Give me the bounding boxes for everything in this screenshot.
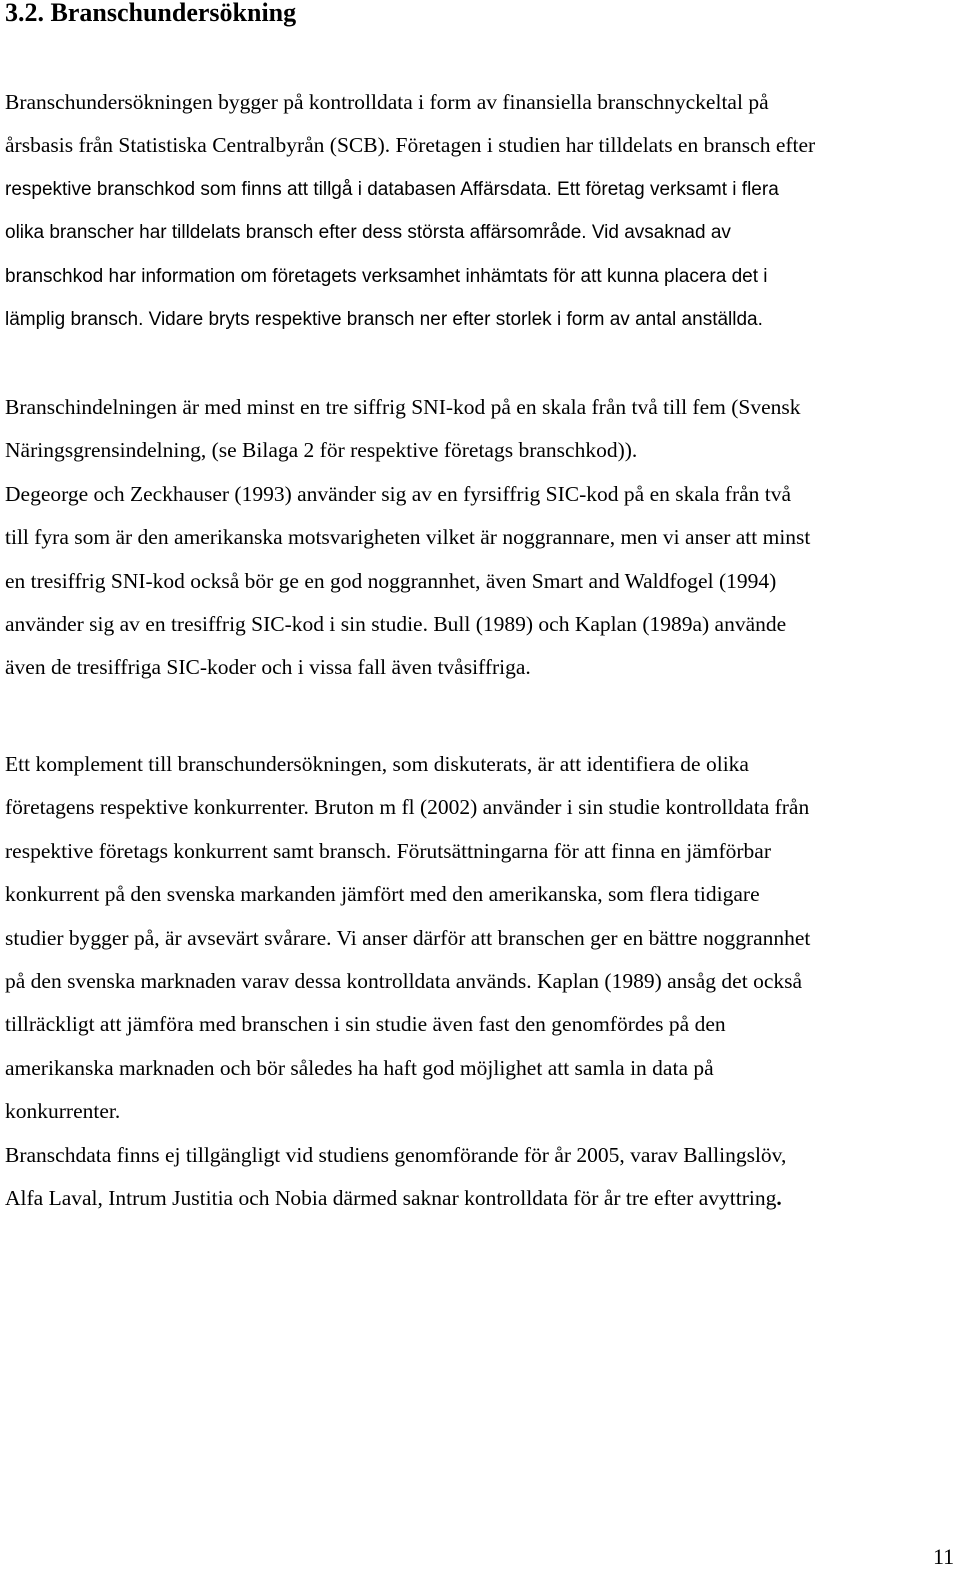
paragraph-line-text: Alfa Laval, Intrum Justitia och Nobia därmed saknar kontrolldata för år tre efter avyttring [5,1185,777,1210]
paragraph-line: Degeorge och Zeckhauser (1993) använder sig av en fyrsiffrig SIC-kod på en skala från två [5,481,792,506]
paragraph-line: tillräckligt att jämföra med branschen i sin studie även fast den genomfördes på den [5,1012,726,1037]
paragraph-line: respektive företags konkurrent samt bransch. Förutsättningarna för att finna en jämförbar [5,838,771,863]
paragraph-line: på den svenska marknaden varav dessa kontrolldata används. Kaplan (1989) ansåg det också [5,968,803,993]
paragraph-line [5,1177,960,1220]
bold-period: . [776,1185,782,1210]
paragraph-line: konkurrenter. [5,1099,121,1124]
paragraph-line: olika branscher har tilldelats bransch efter dess största affärsområde. Vid avsaknad av [5,222,731,244]
paragraph-line: Näringsgrensindelning, (se Bilaga 2 för respektive företags branschkod)). [5,438,638,463]
paragraph-line: företagens respektive konkurrenter. Bruton m fl (2002) använder i sin studie kontrolldata från [5,795,810,820]
paragraph-line: studier bygger på, är avsevärt svårare. Vi anser därför att branschen ger en bättre noggrannhet [5,925,811,950]
paragraph-line: även de tresiffriga SIC-koder och i vissa fall även tvåsiffriga. [5,655,531,680]
paragraph-line: lämplig bransch. Vidare bryts respektive bransch ner efter storlek i form av antal anställda. [5,308,763,330]
paragraph-line: Branschindelningen är med minst en tre siffrig SNI-kod på en skala från två till fem (Svensk [5,395,801,419]
page-number: 11 [933,1544,955,1569]
paragraph-line: konkurrent på den svenska markanden jämfört med den amerikanska, som flera tidigare [5,882,760,907]
section-heading: 3.2. Branschundersökning [5,0,297,27]
paragraph-line: Branschdata finns ej tillgängligt vid studiens genomförande för år 2005, varav Ballingslöv, [5,1142,787,1167]
paragraph-competitors [5,743,960,1220]
paragraph-industry-survey [5,81,960,341]
paragraph-line: amerikanska marknaden och bör således ha haft god möjlighet att samla in data på [5,1055,714,1080]
paragraph-line: respektive branschkod som finns att tillgå i databasen Affärsdata. Ett företag verksamt i flera [5,178,779,200]
paragraph-line: en tresiffrig SNI-kod också bör ge en god noggrannhet, även Smart and Waldfogel (1994) [5,568,777,593]
paragraph-line: branschkod har information om företagets verksamhet inhämtats för att kunna placera det i [5,265,768,287]
paragraph-line: använder sig av en tresiffrig SIC-kod i sin studie. Bull (1989) och Kaplan (1989a) använde [5,611,787,636]
paragraph-industry-classification [5,386,960,690]
paragraph-line: årsbasis från Statistiska Centralbyrån (SCB). Företagen i studien har tilldelats en bransch efter [5,133,816,158]
paragraph-line: Branschundersökningen bygger på kontrolldata i form av finansiella branschnyckeltal på [5,90,769,114]
paragraph-line: Ett komplement till branschundersökningen, som diskuterats, är att identifiera de olika [5,752,749,776]
paragraph-line: till fyra som är den amerikanska motsvarigheten vilket är noggrannare, men vi anser att minst [5,525,811,550]
